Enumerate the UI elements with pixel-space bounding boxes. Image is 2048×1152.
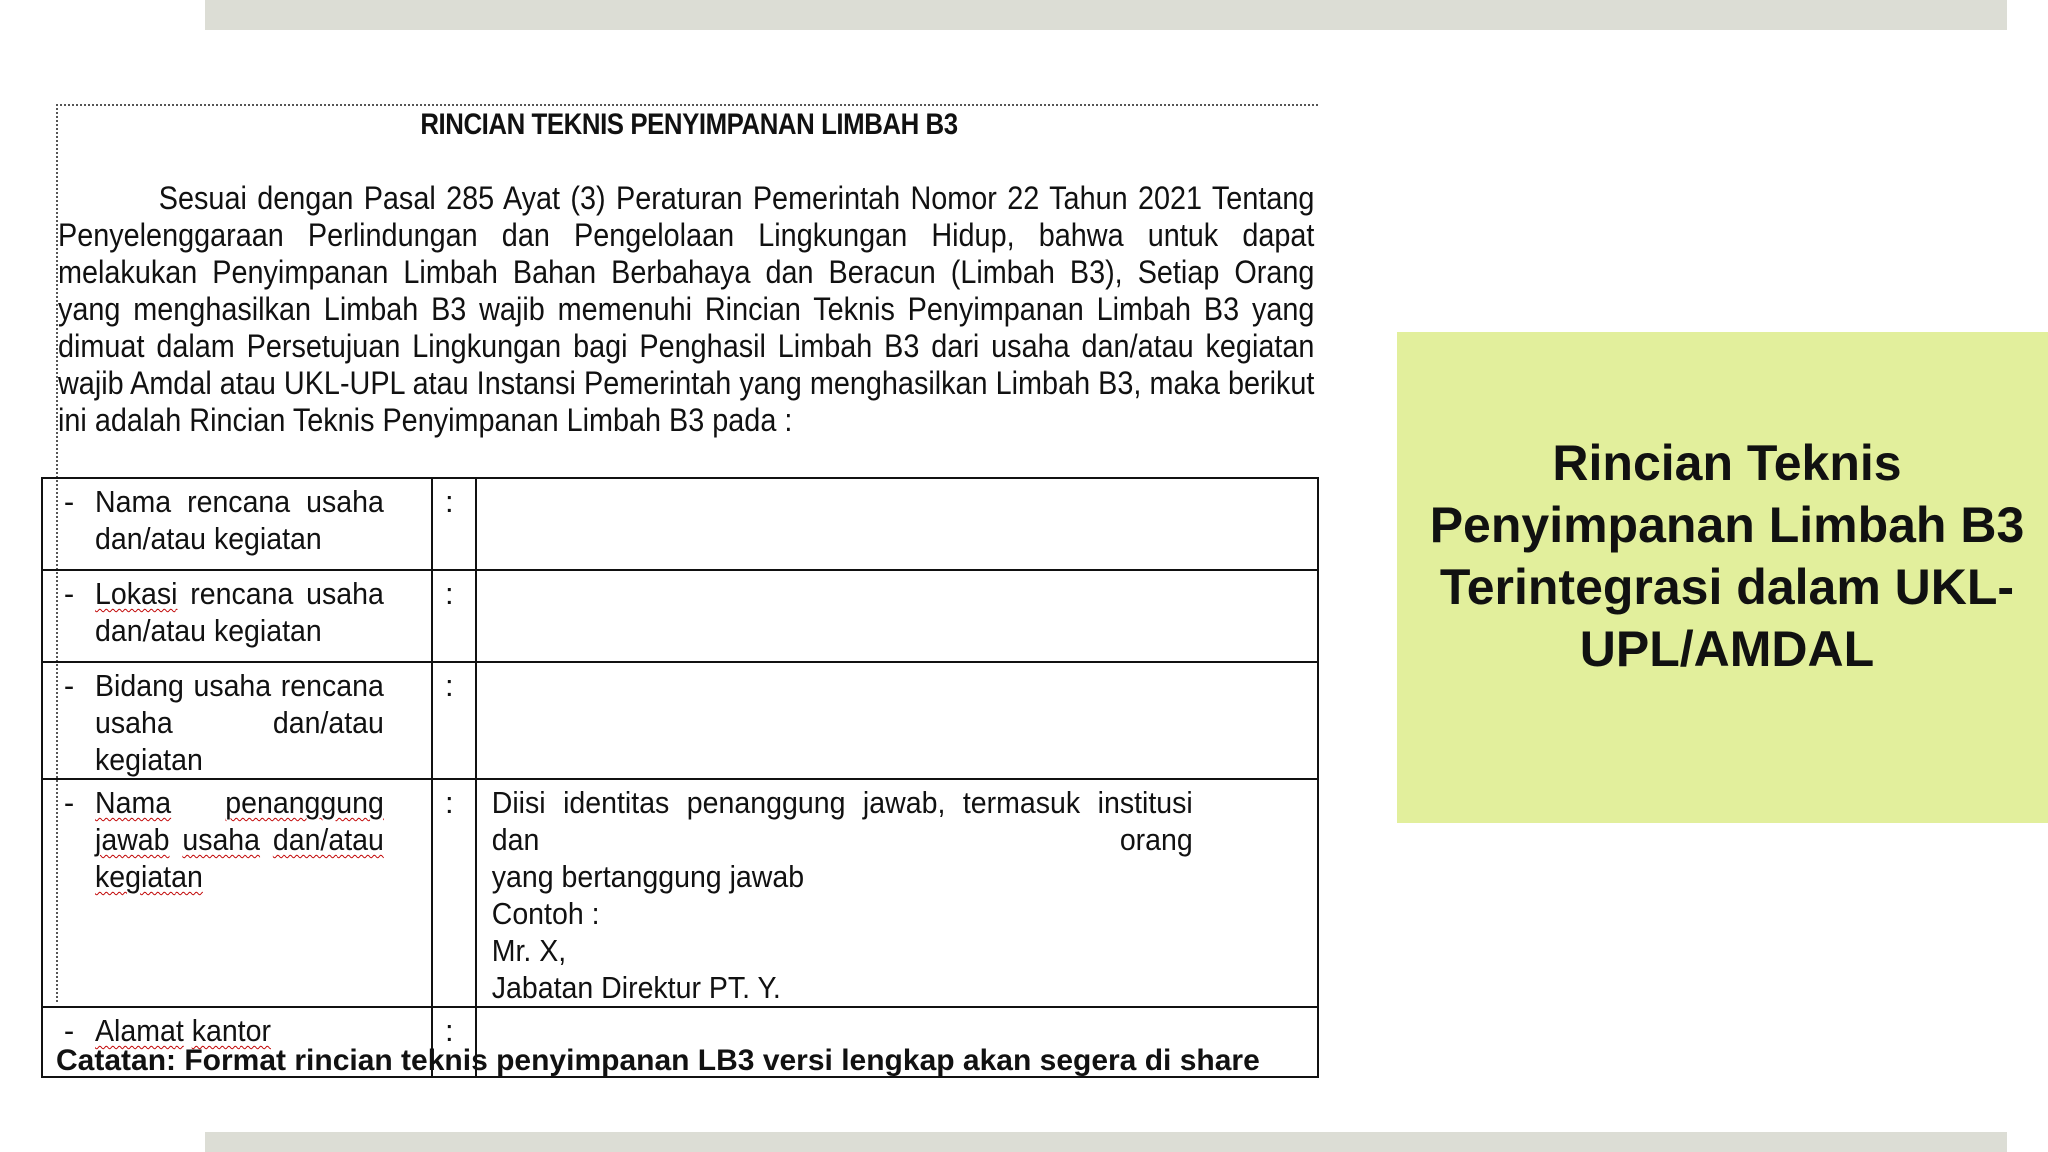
value-cell <box>476 478 1318 570</box>
value-cell <box>476 570 1318 662</box>
callout-box <box>1397 332 2048 823</box>
colon-cell: : <box>432 478 476 570</box>
document-title: RINCIAN TEKNIS PENYIMPANAN LIMBAH B3 <box>420 108 958 141</box>
value-cell <box>476 779 1318 1007</box>
row-label: Bidang usaha rencana usaha dan/atau kegiatan <box>95 668 384 777</box>
spellcheck-word: Lokasi <box>95 576 178 611</box>
label-cell <box>42 779 432 1007</box>
dash: - <box>63 785 75 820</box>
row-label: Alamat kantor <box>95 1013 271 1048</box>
value-cell <box>476 662 1318 779</box>
dash: - <box>63 576 75 611</box>
form-table <box>41 477 1319 1078</box>
table-row <box>42 570 1318 662</box>
table-row <box>42 478 1318 570</box>
row-label: Nama rencana usaha dan/atau kegiatan <box>95 484 384 556</box>
footnote: Catatan: Format rincian teknis penyimpanan LB3 versi lengkap akan segera di share <box>56 1044 1260 1077</box>
bottom-decorative-bar <box>205 1132 2007 1152</box>
colon-cell: : <box>432 1007 476 1077</box>
dash: - <box>63 484 75 519</box>
table-row <box>42 662 1318 779</box>
top-decorative-bar <box>205 0 2007 30</box>
label-cell <box>42 662 432 779</box>
document-paragraph: Sesuai dengan Pasal 285 Ayat (3) Peraturan Pemerintah Nomor 22 Tahun 2021 Tentang Penyelenggaraan Perlindungan dan Pengelolaan Lingkungan Hidup, bahwa untuk dapat melakukan Penyimpanan Limbah Bahan Berbahaya dan Beracun (Limbah B3), Setiap Orang yang menghasilkan Limbah B3 wajib memenuhi Rincian Teknis Penyimpanan Limbah B3 yang dimuat dalam Persetujuan Lingkungan bagi Penghasil Limbah B3 dari usaha dan/atau kegiatan wajib Amdal atau UKL-UPL atau Instansi Pemerintah yang menghasilkan Limbah B3, maka berikut ini adalah Rincian Teknis Penyimpanan Limbah B3 pada : <box>58 180 1315 438</box>
responsible-party-text: Diisi identitas penanggung jawab, termasuk institusi dan orang yang bertanggung jawab Contoh : Mr. X, Jabatan Direktur PT. Y. <box>491 785 1193 1005</box>
label-cell <box>42 570 432 662</box>
callout-title: Rincian Teknis Penyimpanan Limbah B3 Terintegrasi dalam UKL-UPL/AMDAL <box>1429 435 2025 677</box>
table-row <box>42 779 1318 1007</box>
dash: - <box>63 1013 75 1048</box>
row-label: Nama penanggung jawab usaha dan/atau kegiatan <box>95 785 384 894</box>
dash: - <box>63 668 75 703</box>
colon-cell: : <box>432 779 476 1007</box>
colon-cell: : <box>432 570 476 662</box>
row-label: Lokasi rencana usaha dan/atau kegiatan <box>95 576 384 648</box>
colon-cell: : <box>432 662 476 779</box>
label-cell <box>42 478 432 570</box>
